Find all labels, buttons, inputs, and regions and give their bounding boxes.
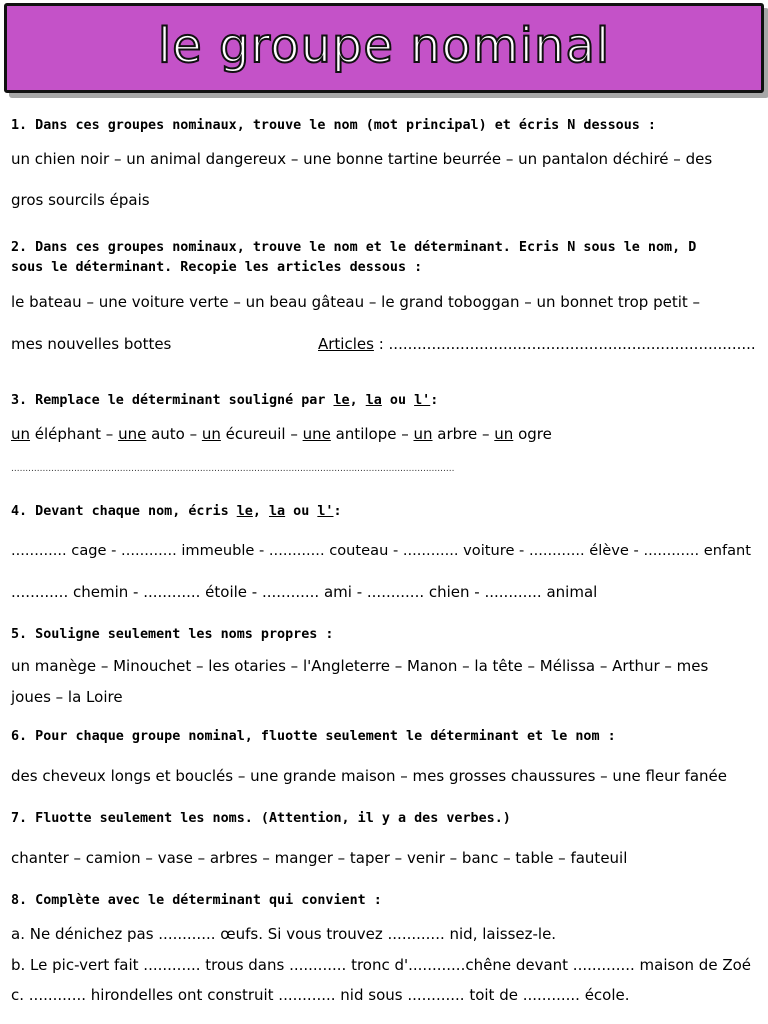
separator: ,: [252, 504, 269, 519]
exercise-7-line-1: chanter – camion – vase – arbres – manger – taper – venir – banc – table – fauteuil: [11, 849, 628, 867]
exercise-6-line-1: des cheveux longs et bouclés – une grande maison – mes grosses chaussures – une fleur fanée: [11, 767, 728, 785]
exercise-8-line-a: a. Ne dénichez pas ............ œufs. Si vous trouvez ............ nid, laissez-le.: [11, 925, 557, 943]
determinant: un: [494, 425, 514, 443]
exercise-4-question-text: 4. Devant chaque nom, écris: [11, 504, 237, 519]
separator: ,: [349, 393, 366, 408]
title-banner: [4, 3, 764, 93]
exercise-4-line-1: ............ cage - ............ immeuble - ............ couteau - ............ voiture - ............ élève - ............ enfant: [11, 542, 752, 559]
noun: auto –: [146, 425, 202, 443]
noun: écureuil –: [220, 425, 303, 443]
exercise-5-line-1: un manège – Minouchet – les otaries – l'Angleterre – Manon – la tête – Mélissa – Arthur – mes: [11, 657, 709, 675]
colon: :: [333, 504, 342, 519]
exercise-2-question-line-1: 2. Dans ces groupes nominaux, trouve le nom et le déterminant. Ecris N sous le nom, D: [11, 240, 697, 255]
exercise-7-question: 7. Fluotte seulement les noms. (Attention, il y a des verbes.): [11, 811, 511, 826]
noun: arbre –: [432, 425, 495, 443]
exercise-8-line-c: c. ............ hirondelles ont construit ............ nid sous ............ toit de ............ école.: [11, 986, 630, 1004]
determinant: une: [302, 425, 331, 443]
exercise-1-question: 1. Dans ces groupes nominaux, trouve le nom (mot principal) et écris N dessous :: [11, 118, 656, 133]
exercise-3-answer-line: ...........................................................................................................................................................: [11, 464, 455, 474]
exercise-2-question-line-2: sous le déterminant. Recopie les articles dessous :: [11, 260, 423, 275]
articles-answer-line: [318, 334, 756, 354]
option-la: la: [365, 393, 382, 408]
colon: :: [430, 393, 439, 408]
exercise-3-question-text: 3. Remplace le déterminant souligné par: [11, 393, 334, 408]
articles-label: Articles: [318, 335, 374, 353]
exercise-1-line-2: gros sourcils épais: [11, 191, 150, 209]
exercise-1-line-1: un chien noir – un animal dangereux – une bonne tartine beurrée – un pantalon déchiré – des: [11, 150, 713, 168]
option-l-apostrophe: l': [317, 504, 334, 519]
exercise-2-line-2: mes nouvelles bottes: [11, 335, 172, 353]
exercise-2-line-1: le bateau – une voiture verte – un beau gâteau – le grand toboggan – un bonnet trop petit –: [11, 293, 701, 311]
exercise-8-line-b: b. Le pic-vert fait ............ trous dans ............ tronc d'............chêne devant ............. maison de Zoé: [11, 956, 751, 974]
noun: éléphant –: [30, 425, 119, 443]
noun: ogre: [513, 425, 552, 443]
page-title: le groupe nominal: [157, 18, 611, 74]
exercise-5-question: 5. Souligne seulement les noms propres :: [11, 627, 334, 642]
noun: antilope –: [330, 425, 414, 443]
determinant: un: [413, 425, 433, 443]
option-la: la: [268, 504, 286, 519]
determinant: un: [11, 425, 31, 443]
separator: ou: [285, 504, 318, 519]
option-le: le: [333, 393, 350, 408]
option-l-apostrophe: l': [414, 393, 431, 408]
articles-dots: : .............................................................................: [373, 335, 756, 353]
determinant: une: [118, 425, 147, 443]
exercise-5-line-2: joues – la Loire: [11, 688, 123, 706]
separator: ou: [381, 393, 415, 408]
exercise-4-question: [11, 501, 758, 522]
exercise-8-question: 8. Complète avec le déterminant qui convient :: [11, 893, 382, 908]
exercise-3-items: [11, 424, 758, 444]
exercise-6-question: 6. Pour chaque groupe nominal, fluotte seulement le déterminant et le nom :: [11, 729, 616, 744]
option-le: le: [236, 504, 253, 519]
exercise-3-question: [11, 390, 758, 411]
determinant: un: [201, 425, 221, 443]
exercise-4-line-2: ............ chemin - ............ étoile - ............ ami - ............ chien - ............ animal: [11, 583, 598, 601]
